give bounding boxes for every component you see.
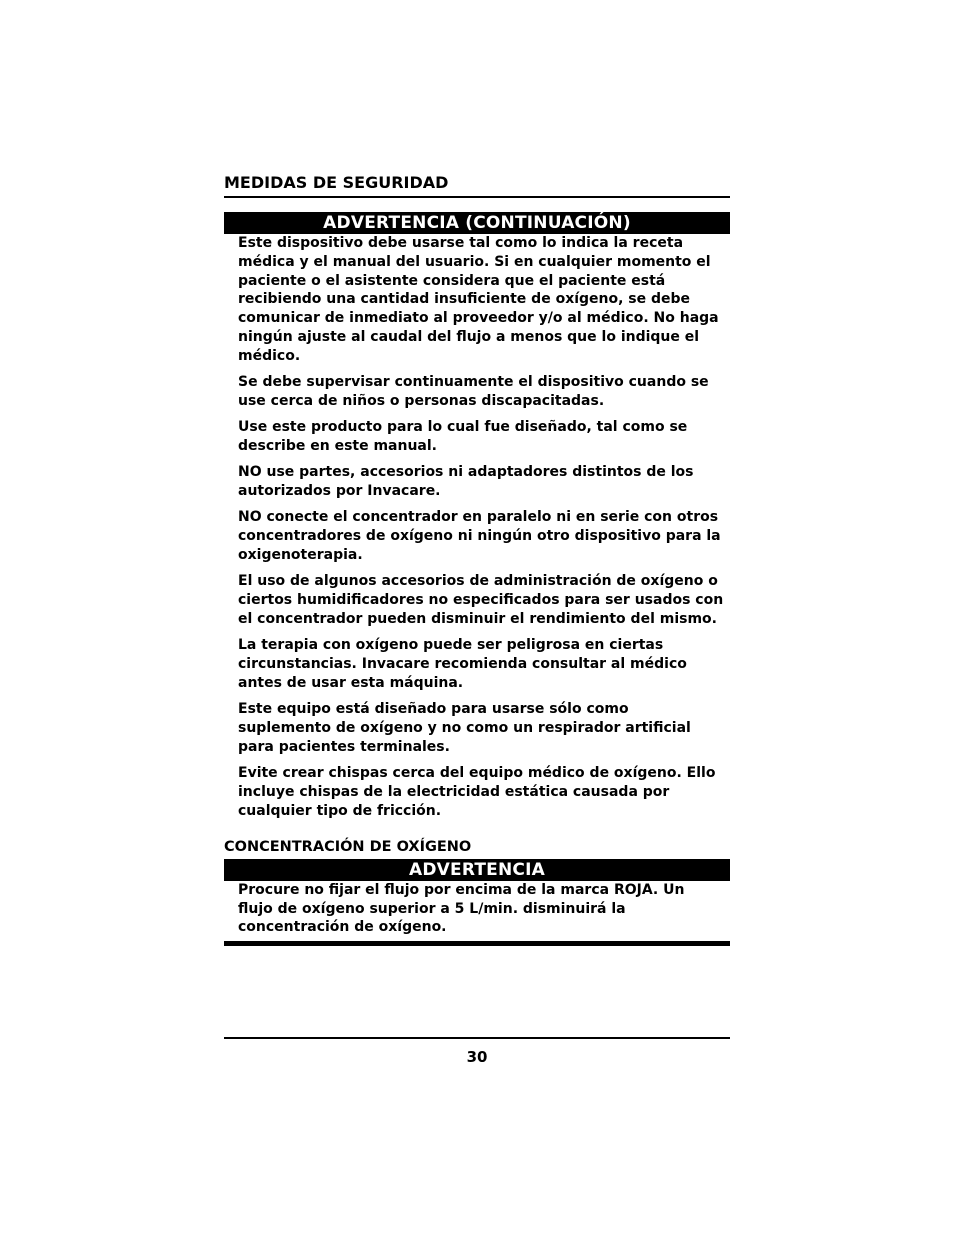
warning-paragraph: El uso de algunos accesorios de administración de oxígeno o ciertos humidificadores no especificados para ser usados con el concentrador pueden disminuir el rendimiento del mismo. [238,573,724,627]
warning-paragraph: Este dispositivo debe usarse tal como lo indica la receta médica y el manual del usuario. Si en cualquier momento el paciente o el asistente considera que el paciente está recibiendo una cantidad insuficiente de oxígeno, se debe comunicar de inmediato al proveedor y/o al médico. No haga ningún ajuste al caudal del flujo a menos que lo indique el médico. [238,235,719,364]
warning-paragraph: NO use partes, accesorios ni adaptadores distintos de los autorizados por Invacare. [238,464,694,500]
section-title: MEDIDAS DE SEGURIDAD [224,173,449,192]
warning-paragraph: Se debe supervisar continuamente el dispositivo cuando se use cerca de niños o personas discapacitadas. [238,374,709,409]
section-end-rule [224,941,730,946]
oxygen-concentration-title: CONCENTRACIÓN DE OXÍGENO [224,838,472,855]
page-footer [224,1037,730,1067]
footer-rule [224,1037,730,1039]
warning-paragraph: NO conecte el concentrador en paralelo ni en serie con otros concentradores de oxígeno ni ningún otro dispositivo para la oxigenoterapia. [238,509,721,563]
oxygen-warning-paragraph: Procure no fijar el flujo por encima de la marca ROJA. Un flujo de oxígeno superior a 5 L/min. disminuirá la concentración de oxígeno. [238,881,685,936]
page-content [224,172,730,946]
warning-continued-banner: ADVERTENCIA (CONTINUACIÓN) [224,212,730,234]
warning-paragraph: Evite crear chispas cerca del equipo médico de oxígeno. Ello incluye chispas de la electricidad estática causada por cualquier tipo de fricción. [238,764,716,819]
warning-banner: ADVERTENCIA [224,859,730,881]
oxygen-concentration-body [224,881,730,937]
warning-continued-body [224,234,730,820]
warning-paragraph: La terapia con oxígeno puede ser peligrosa en ciertas circunstancias. Invacare recomienda consultar al médico antes de usar esta máquina. [238,637,687,691]
warning-paragraph: Use este producto para lo cual fue diseñado, tal como se describe en este manual. [238,419,688,454]
page-number: 30 [466,1048,488,1066]
warning-paragraph: Este equipo está diseñado para usarse sólo como suplemento de oxígeno y no como un respirador artificial para pacientes terminales. [238,701,691,755]
